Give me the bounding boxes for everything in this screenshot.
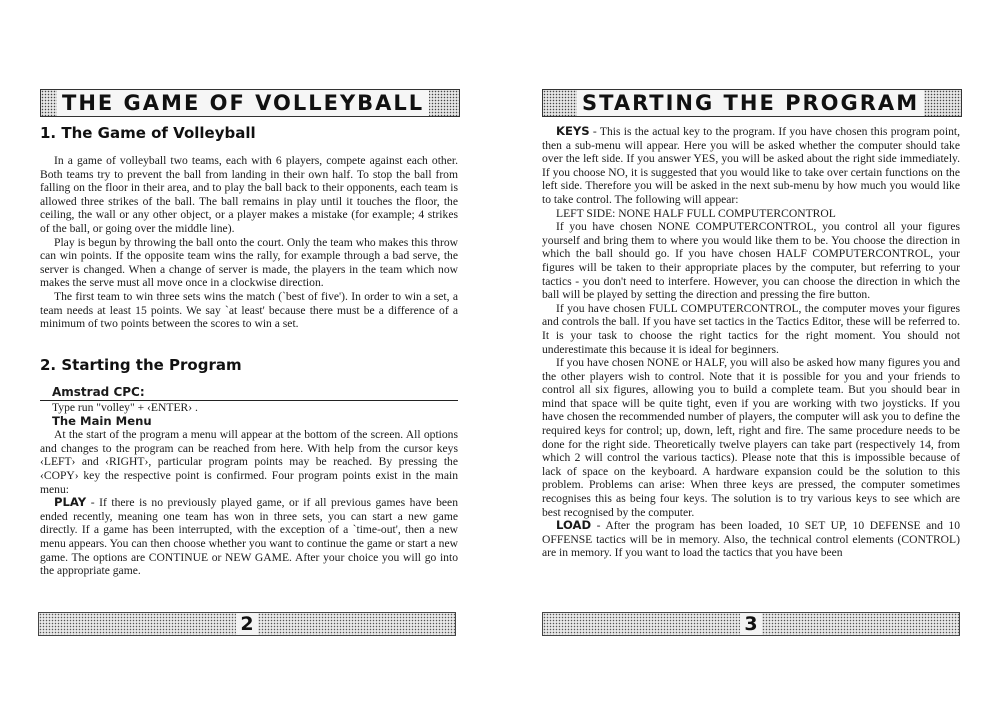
right-body — [542, 125, 960, 560]
right-page-number: 3 — [740, 613, 761, 635]
right-page-number-row — [543, 613, 959, 636]
section2-heading: 2. Starting the Program — [40, 356, 242, 374]
main-menu-paragraph: At the start of the program a menu will appear at the bottom of the screen. All options and changes to the program can be reached from here. With help from the cursor keys ‹LEFT› and ‹RIGHT›, particular program points may be reached. By pressing the ‹COPY› key the respective point is confirmed. Four program points exist in the main menu: — [40, 428, 458, 496]
keys-paragraph — [542, 125, 960, 207]
right-page — [500, 0, 1000, 707]
right-banner-title: STARTING THE PROGRAM — [577, 90, 924, 116]
load-text: - After the program has been loaded, 10 SET UP, 10 DEFENSE and 10 OFFENSE tactics will be in memory. Also, the technical control elements (CONTROL) are in memory. If you want to load the tactics that you have been — [542, 519, 960, 560]
right-banner — [542, 89, 962, 117]
left-banner-title: THE GAME OF VOLLEYBALL — [57, 90, 429, 116]
right-footer — [542, 612, 960, 636]
amstrad-line: Type run "volley" + ‹ENTER› . — [52, 401, 198, 414]
play-paragraph — [40, 496, 458, 578]
keys-keyword: KEYS — [556, 124, 590, 138]
options-line: LEFT SIDE: NONE HALF FULL COMPUTERCONTROL — [556, 206, 836, 220]
left-page-number: 2 — [236, 613, 257, 635]
section1-body — [40, 154, 458, 331]
load-keyword: LOAD — [556, 518, 592, 533]
left-footer — [38, 612, 456, 636]
right-paragraph-1: If you have chosen NONE COMPUTERCONTROL, you control all your figures yourself and bring them to where you would like them to be. You choose the direction in which the ball should go. If you have chosen HALF COMPUTERCONTROL, your figures will be taken to their appropriate places by the computer, but referring to your tactics - you don't need to interfere. However, you can choose the direction in which the ball will be played by setting the direction and pressing the fire button. — [542, 220, 960, 302]
right-paragraph-3: If you have chosen NONE or HALF, you will also be asked how many figures you and the other players wish to control. Note that it is possible for you and your friends to control all six figures, allowing you to build a complete team. But you should bear in mind that space will be quite tight, even if you are working with two joysticks. If you have chosen the recommended number of players, the computer will ask you to define the required keys for control; up, down, left, right and fire. The same procedure needs to be done for the right side. Theoretically twelve players can take part (respectively 14, from which 2 will control the various tactics). Please note that this is impossible because of lack of space on the keyboard. A hardware expansion could be the solution to this problem. Problems can arise: When three keys are pressed, the computer sometimes recognises this as being four keys. The solution is to try various keys to see which are best recognised by the computer. — [542, 356, 960, 519]
amstrad-heading: Amstrad CPC: — [52, 385, 145, 399]
section1-paragraph-1: In a game of volleyball two teams, each with 6 players, compete against each other. Both teams try to prevent the ball from landing in their own half. To stop the ball from falling on the floor in their area, and to play the ball back to their opponents, each team is allowed three strikes of the ball. The ball remains in play until it touches the floor, the ceiling, the wall or any other object, or a player makes a mistake (for example; 4 strikes of the ball, or going over the middle line). — [40, 154, 458, 235]
section1-paragraph-3: The first team to win three sets wins the match (`best of five'). In order to win a set, a team needs at least 15 points. We say `at least' because there must be a difference of a minimum of two points between the scores to win a set. — [40, 289, 458, 331]
main-menu-heading: The Main Menu — [52, 413, 152, 428]
load-paragraph — [542, 519, 960, 560]
section1-paragraph-2: Play is begun by throwing the ball onto the court. Only the team who makes this throw can win points. If the opposite team wins the rally, for example through a bad serve, the server is changed. When a change of server is made, the players in the team which now makes the serve must all move once in a clockwise direction. — [40, 235, 458, 290]
section1-heading: 1. The Game of Volleyball — [40, 124, 256, 142]
left-banner — [40, 89, 460, 117]
left-page-number-row — [39, 613, 455, 636]
play-text: - If there is no previously played game, or if all previous games have been ended recently, meaning one team has won in three sets, you can start a new game directly. If a game has been interrupted, with the exception of a `time-out', then a new menu appears. You can then choose whether you want to continue the game or start a new game. The options are CONTINUE or NEW GAME. After your choice you will go into the appropriate game. — [40, 496, 458, 578]
right-paragraph-2: If you have chosen FULL COMPUTERCONTROL, the computer moves your figures and controls the ball. If you have set tactics in the Tactics Editor, these will be referred to. It is your task to choose the right tactics for the right moment. You should not underestimate this because it is ideal for beginners. — [542, 301, 960, 356]
play-keyword: PLAY — [54, 495, 87, 510]
keys-text: - This is the actual key to the program. If you have chosen this program point, then a sub-menu will appear. Here you will be asked whether the computer should take over the left side. If you answer YES, you will be asked about the right side immediately. If you choose NO, it is suggested that you would like to take over certain functions on the left side. Therefore you will be asked in the next sub-menu by how much you would like to take control. The following will appear: — [542, 125, 960, 206]
main-menu-heading-row — [40, 415, 458, 429]
section2-body — [40, 401, 458, 578]
